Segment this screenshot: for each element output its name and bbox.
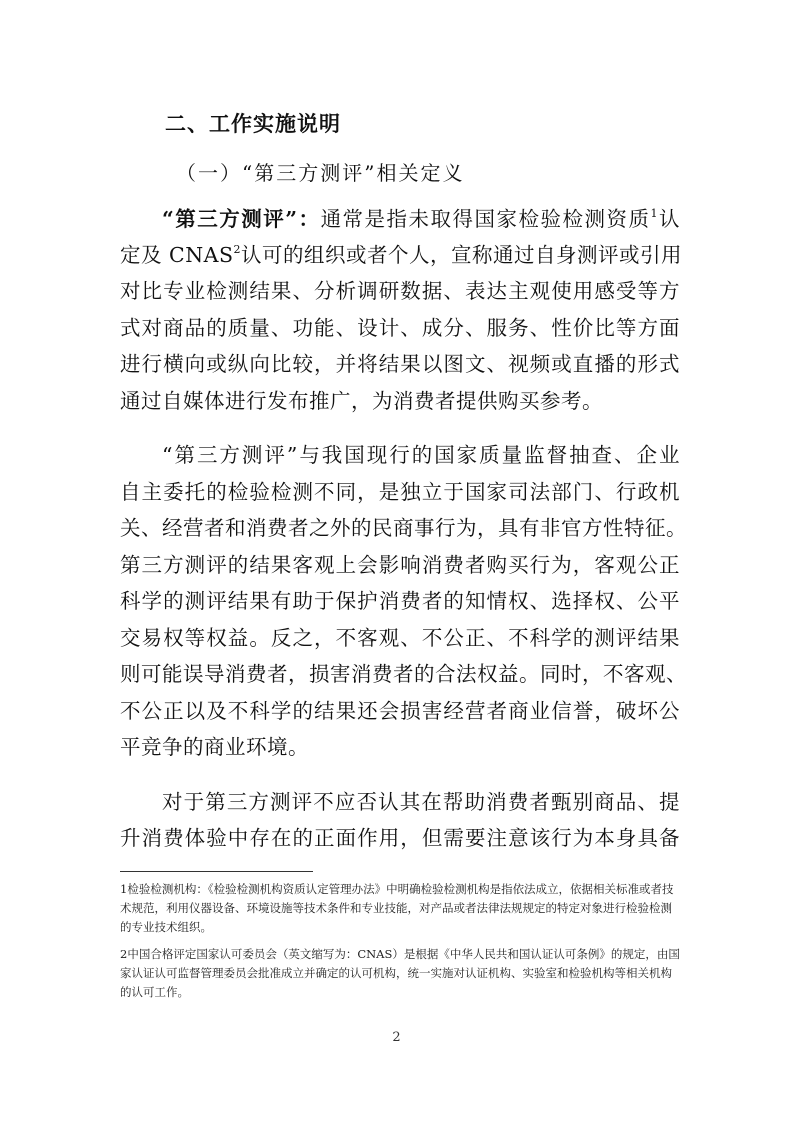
paragraph-1-line-2: 定及 CNAS$^2$认可的组织或者个人，宣称通过自身测评或引用 bbox=[120, 243, 682, 267]
page-number: 2 bbox=[392, 1030, 401, 1045]
section-heading: 二、工作实施说明 bbox=[165, 112, 341, 136]
paragraph-2-line-3: 关、经营者和消费者之外的民商事行为，具有非官方性特征。 bbox=[120, 516, 687, 540]
paragraph-1-line-4: 式对商品的质量、功能、设计、成分、服务、性价比等方面 bbox=[120, 316, 680, 340]
paragraph-3-line-1: 对于第三方测评不应否认其在帮助消费者甄别商品、提 bbox=[162, 790, 680, 814]
paragraph-1-line-5: 进行横向或纵向比较，并将结果以图文、视频或直播的形式 bbox=[120, 352, 680, 376]
definition-term: “第三方测评”： bbox=[162, 207, 321, 231]
footnote-2: 2中国合格评定国家认可委员会（英文缩写为：CNAS）是根据《中华人民共和国认证认可条例》的规定，由国家认证认可监督管理委员会批准成立并确定的认可机构，统一实施对认证机构、实验室和检验机构等相关机构的认可工作。 bbox=[120, 947, 680, 999]
paragraph-3-line-2: 升消费体验中存在的正面作用，但需要注意该行为本身具备 bbox=[120, 826, 680, 850]
footnote-ref-2: 2 bbox=[233, 243, 241, 256]
paragraph-2-line-8: 不公正以及不科学的结果还会损害经营者商业信誉，破坏公 bbox=[120, 699, 680, 723]
paragraph-2-line-2: 自主委托的检验检测不同，是独立于国家司法部门、行政机 bbox=[120, 480, 680, 504]
paragraph-1-line-6: 通过自媒体进行发布推广，为消费者提供购买参考。 bbox=[120, 389, 603, 413]
paragraph-1-line-3: 对比专业检测结果、分析调研数据、表达主观使用感受等方 bbox=[120, 279, 680, 303]
footnote-separator bbox=[120, 871, 313, 872]
paragraph-2-line-4: 第三方测评的结果客观上会影响消费者购买行为，客观公正 bbox=[120, 553, 680, 577]
paragraph-2-line-7: 则可能误导消费者，损害消费者的合法权益。同时，不客观、 bbox=[120, 662, 687, 686]
paragraph-2-line-5: 科学的测评结果有助于保护消费者的知情权、选择权、公平 bbox=[120, 589, 680, 613]
subsection-heading: （一）“第三方测评”相关定义 bbox=[176, 161, 465, 185]
paragraph-2-line-1: “第三方测评”与我国现行的国家质量监督抽查、企业 bbox=[162, 443, 680, 467]
footnote-ref-1: 1 bbox=[650, 207, 659, 220]
paragraph-2-line-9: 平竞争的商业环境。 bbox=[120, 735, 309, 759]
paragraph-1-line-1: “第三方测评”：通常是指未取得国家检验检测资质$^1$认 bbox=[162, 207, 681, 231]
footnote-1: 1检验检测机构：《检验检测机构资质认定管理办法》中明确检验检测机构是指依法成立，依据相关标准或者技术规范，利用仪器设备、环境设施等技术条件和专业技能，对产品或者法律法规规定的特定对象进行检验检测的专业技术组织。 bbox=[120, 882, 674, 934]
paragraph-2-line-6: 交易权等权益。反之，不客观、不公正、不科学的测评结果 bbox=[120, 626, 680, 650]
